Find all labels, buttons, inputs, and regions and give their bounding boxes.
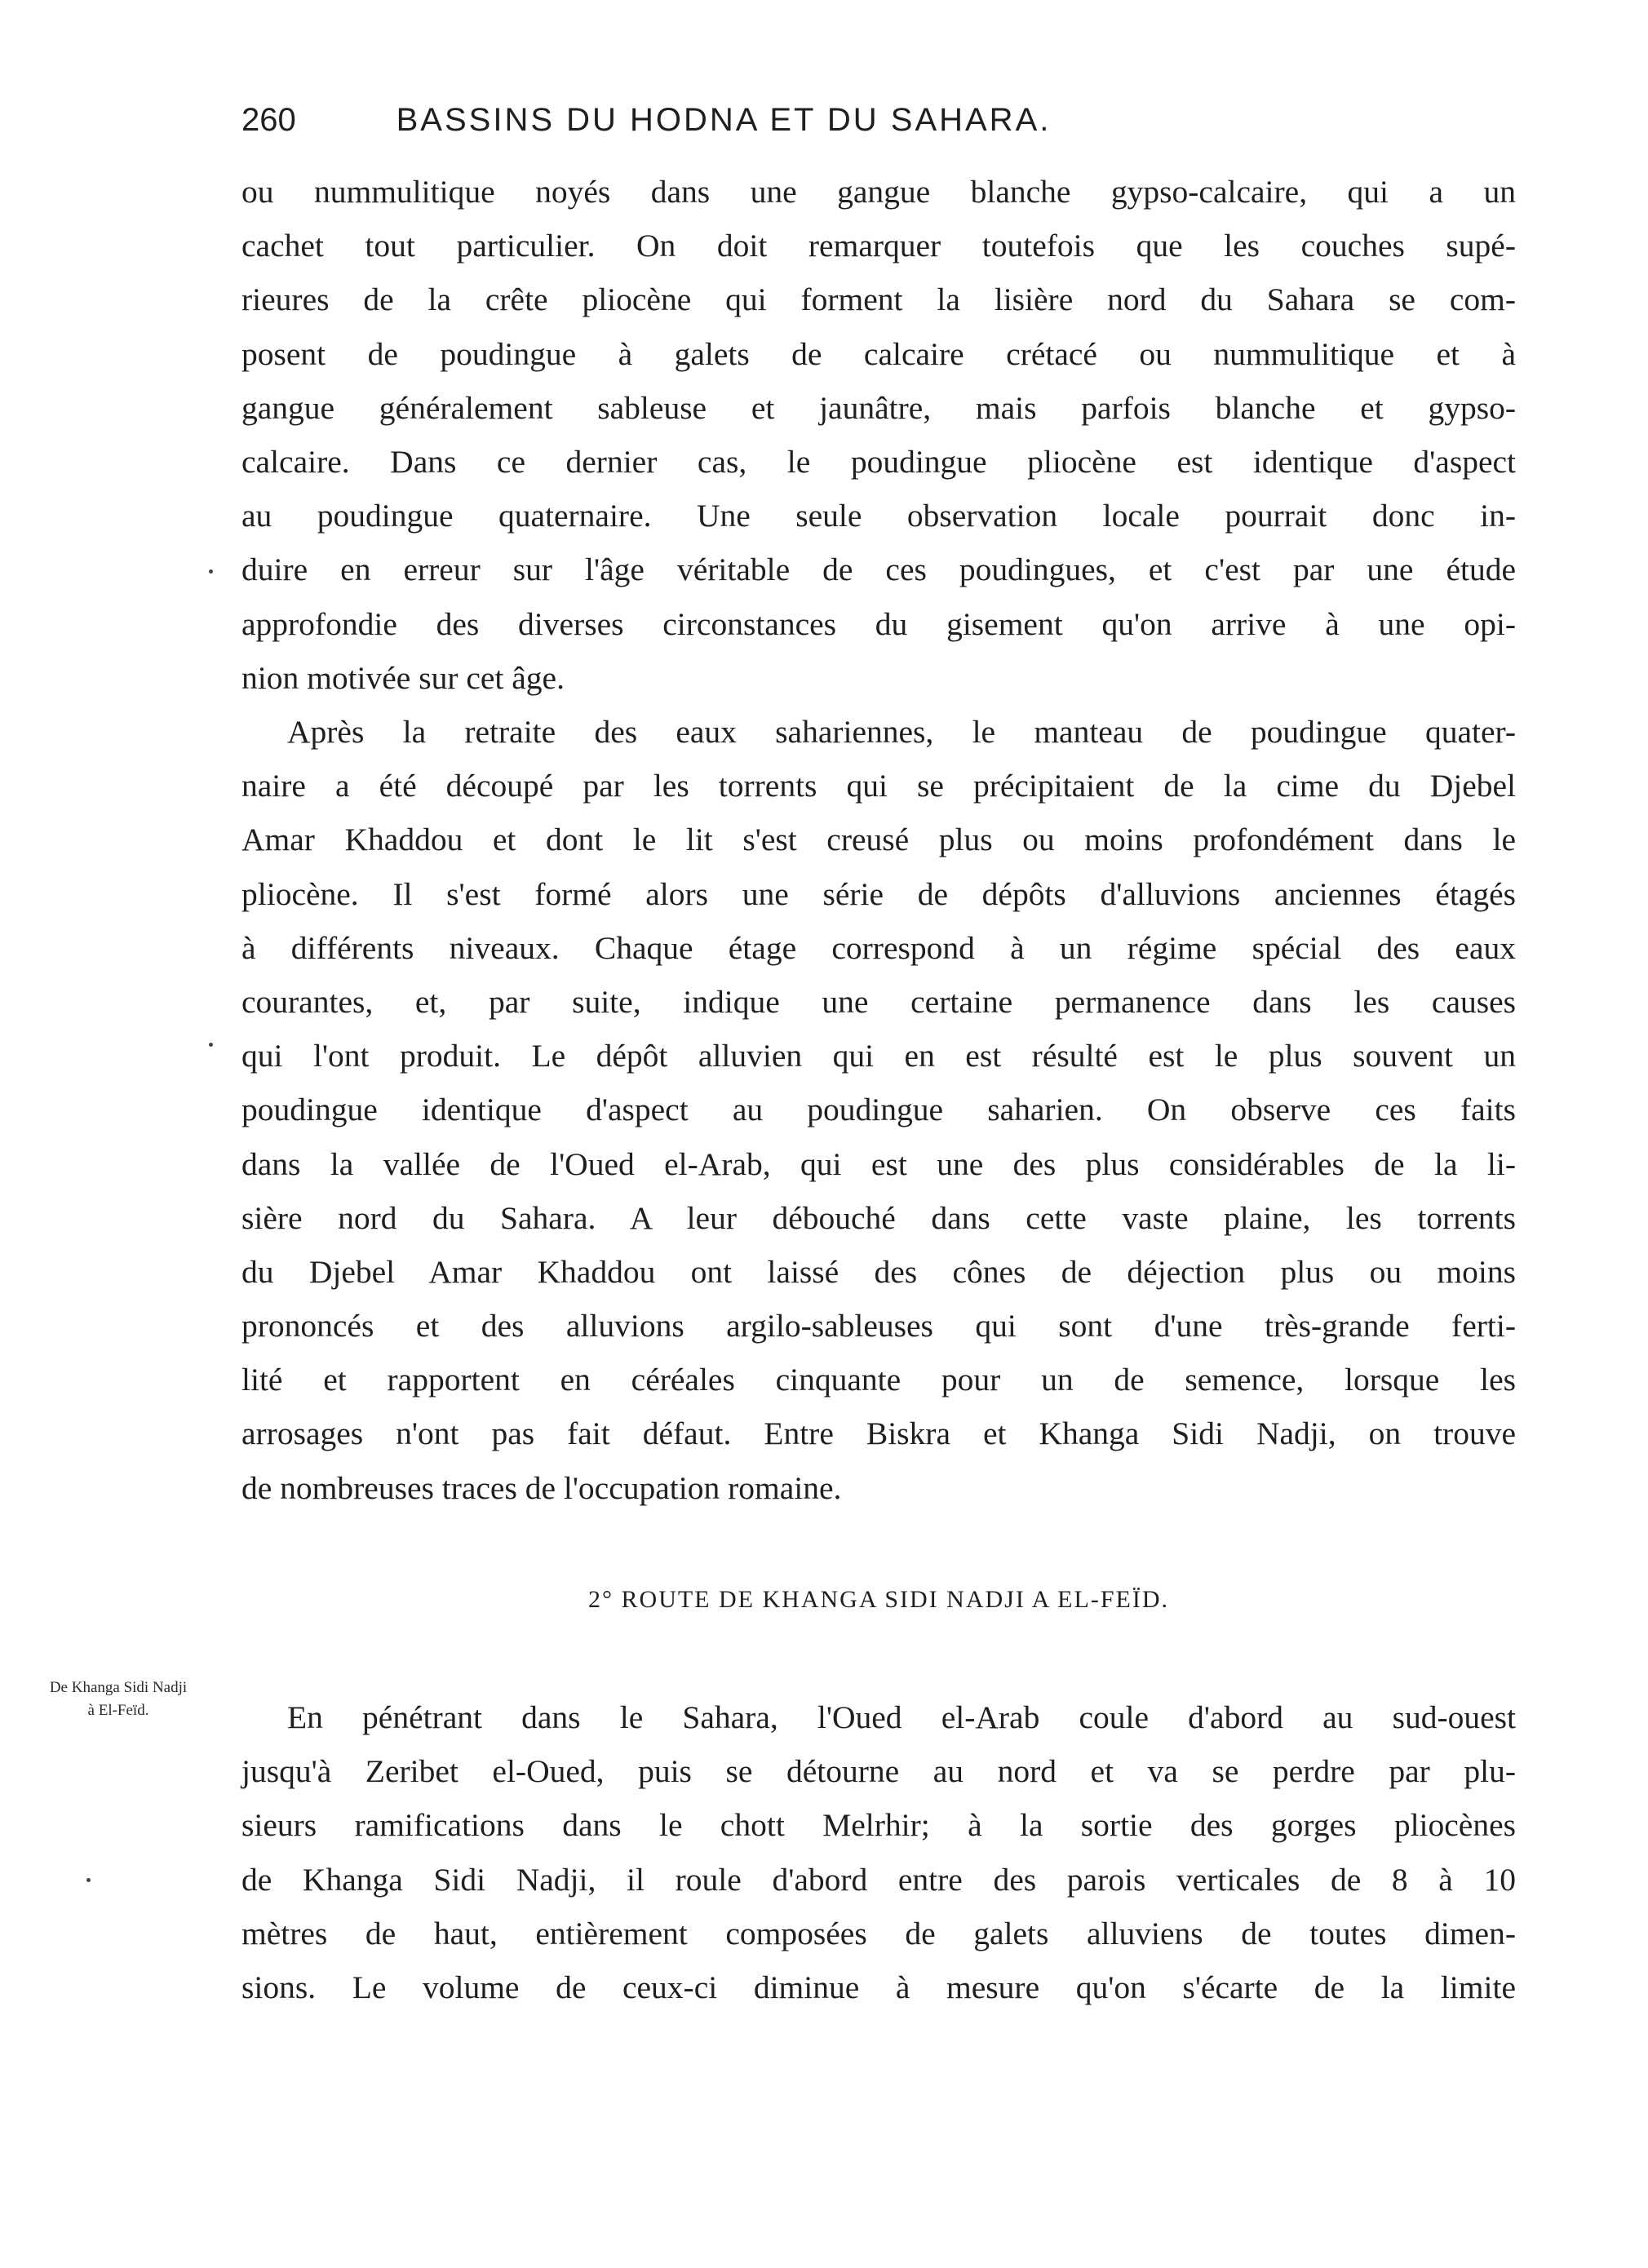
- paragraph-line: duire en erreur sur l'âge véritable de ces poudingues, et c'est par une étude: [241, 551, 1516, 588]
- paragraph-line: ou nummulitique noyés dans une gangue blanche gypso-calcaire, qui a un: [241, 174, 1516, 210]
- paragraph-line: Amar Khaddou et dont le lit s'est creusé plus ou moins profondément dans le: [241, 822, 1516, 858]
- print-speck: [209, 1043, 213, 1047]
- paragraph-line: arrosages n'ont pas fait défaut. Entre Biskra et Khanga Sidi Nadji, on trouve: [241, 1415, 1516, 1452]
- paragraph-line: dans la vallée de l'Oued el-Arab, qui est une des plus considérables de la li-: [241, 1145, 1516, 1182]
- paragraph-line: sière nord du Sahara. A leur débouché dans cette vaste plaine, les torrents: [241, 1199, 1516, 1236]
- paragraph-line: lité et rapportent en céréales cinquante pour un de semence, lorsque les: [241, 1362, 1516, 1398]
- paragraph-line: nion motivée sur cet âge.: [241, 659, 565, 696]
- marginal-note-line: à El-Feïd.: [87, 1702, 149, 1719]
- paragraph-2: [241, 705, 1516, 1515]
- paragraph-line: courantes, et, par suite, indique une certaine permanence dans les causes: [241, 983, 1516, 1020]
- paragraph-line: prononcés et des alluvions argilo-sableuses qui sont d'une très-grande ferti-: [241, 1308, 1516, 1344]
- paragraph-line: posent de poudingue à galets de calcaire crétacé ou nummulitique et à: [241, 335, 1516, 372]
- print-speck: [86, 1878, 91, 1882]
- running-title: BASSINS DU HODNA ET DU SAHARA.: [396, 102, 1052, 138]
- marginal-note-line: De Khanga Sidi Nadji: [49, 1679, 188, 1696]
- paragraph-line: sieurs ramifications dans le chott Melrhir; à la sortie des gorges pliocènes: [241, 1807, 1516, 1844]
- paragraph-line: qui l'ont produit. Le dépôt alluvien qui en est résulté est le plus souvent un: [241, 1038, 1516, 1074]
- paragraph-line: au poudingue quaternaire. Une seule observation locale pourrait donc in-: [241, 498, 1516, 534]
- paragraph-line: rieures de la crête pliocène qui forment la lisière nord du Sahara se com-: [241, 281, 1516, 318]
- marginal-note: [8, 1677, 228, 1722]
- paragraph-line: à différents niveaux. Chaque étage correspond à un régime spécial des eaux: [241, 929, 1516, 966]
- paragraph-3: [241, 1690, 1516, 2014]
- paragraph-line: Après la retraite des eaux sahariennes, le manteau de poudingue quater-: [287, 714, 1516, 750]
- paragraph-line: du Djebel Amar Khaddou ont laissé des cônes de déjection plus ou moins: [241, 1253, 1516, 1290]
- paragraph-line: sions. Le volume de ceux-ci diminue à mesure qu'on s'écarte de la limite: [241, 1969, 1516, 2005]
- page-number: 260: [241, 102, 296, 138]
- paragraph-line: En pénétrant dans le Sahara, l'Oued el-Arab coule d'abord au sud-ouest: [287, 1699, 1516, 1735]
- print-speck: [209, 569, 213, 574]
- paragraph-line: calcaire. Dans ce dernier cas, le poudingue pliocène est identique d'aspect: [241, 443, 1516, 480]
- paragraph-line: mètres de haut, entièrement composées de galets alluviens de toutes dimen-: [241, 1915, 1516, 1951]
- paragraph-line: de Khanga Sidi Nadji, il roule d'abord entre des parois verticales de 8 à 10: [241, 1861, 1516, 1898]
- paragraph-line: de nombreuses traces de l'occupation romaine.: [241, 1469, 842, 1506]
- section-heading: 2° ROUTE DE KHANGA SIDI NADJI A EL-FEÏD.: [588, 1586, 1169, 1613]
- paragraph-line: pliocène. Il s'est formé alors une série de dépôts d'alluvions anciennes étagés: [241, 875, 1516, 912]
- paragraph-line: gangue généralement sableuse et jaunâtre, mais parfois blanche et gypso-: [241, 389, 1516, 426]
- running-head: [241, 102, 1206, 151]
- paragraph-line: naire a été découpé par les torrents qui se précipitaient de la cime du Djebel: [241, 768, 1516, 804]
- paragraph-line: jusqu'à Zeribet el-Oued, puis se détourne au nord et va se perdre par plu-: [241, 1753, 1516, 1790]
- paragraph-1: [241, 165, 1516, 705]
- paragraph-line: poudingue identique d'aspect au poudingue saharien. On observe ces faits: [241, 1092, 1516, 1128]
- paragraph-line: cachet tout particulier. On doit remarquer toutefois que les couches supé-: [241, 228, 1516, 264]
- paragraph-line: approfondie des diverses circonstances du gisement qu'on arrive à une opi-: [241, 605, 1516, 642]
